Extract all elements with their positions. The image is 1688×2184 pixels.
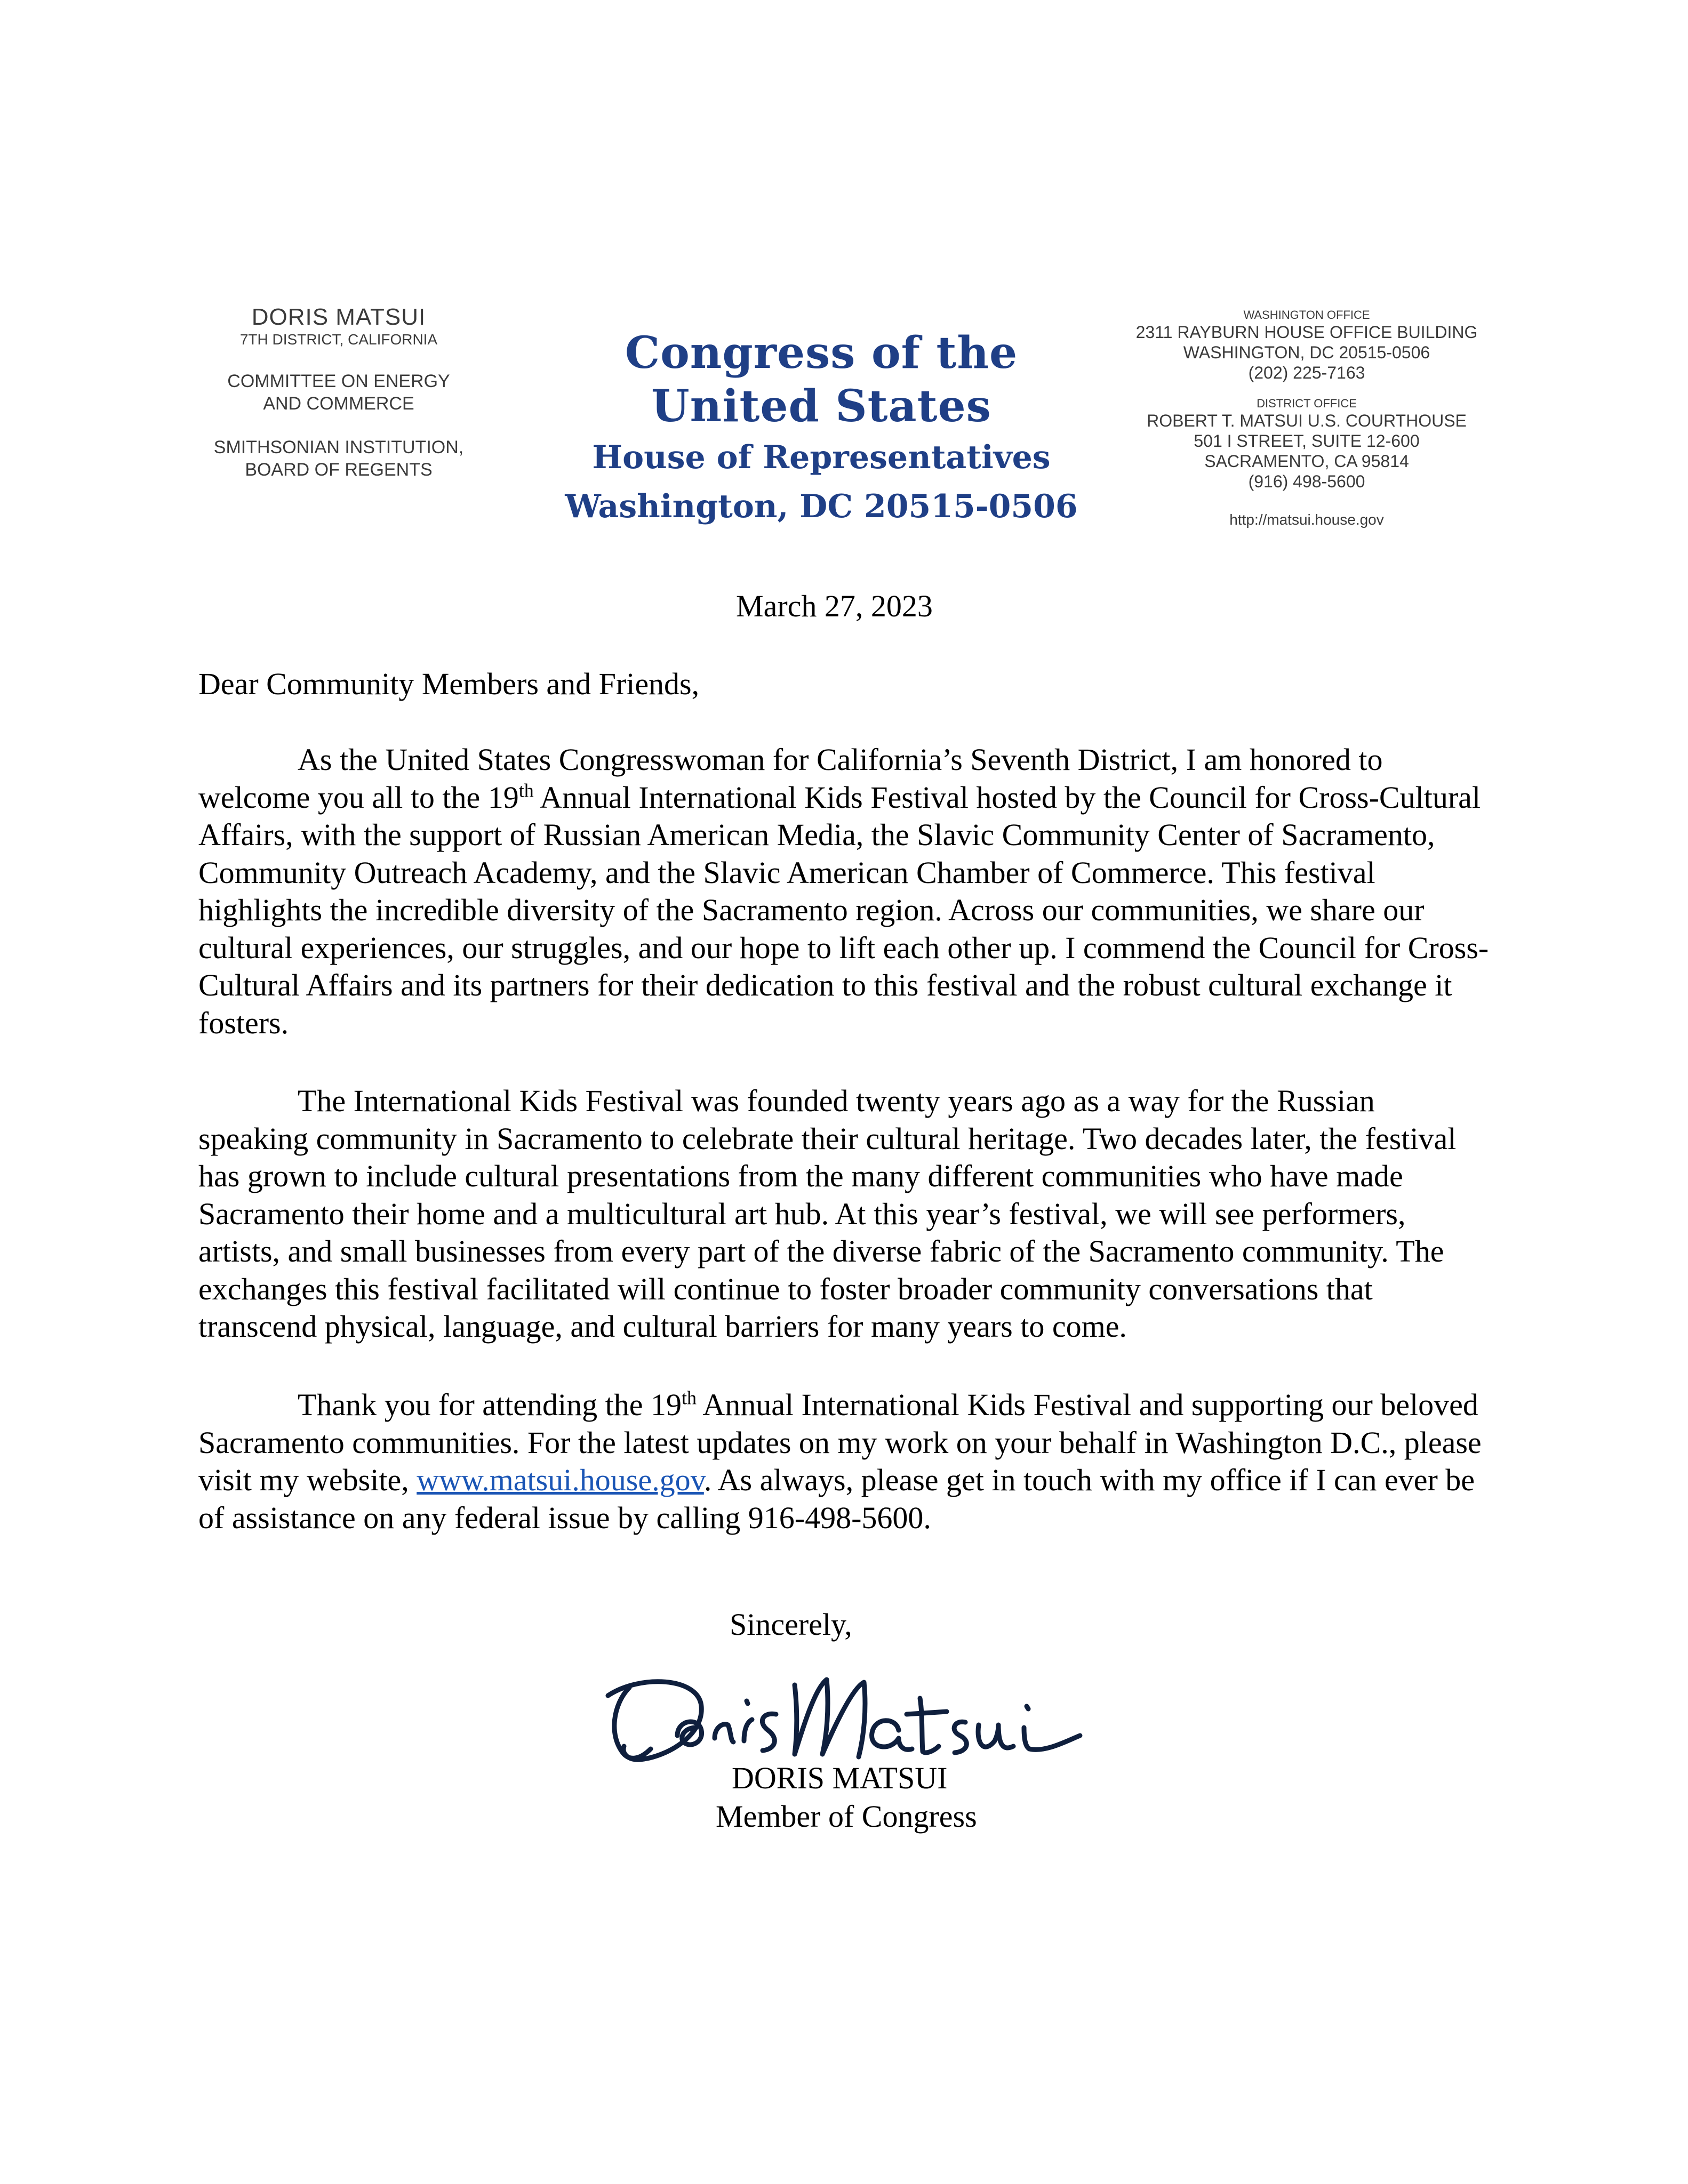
member-district: 7TH DISTRICT, CALIFORNIA xyxy=(239,331,438,348)
letterhead-offices xyxy=(1104,308,1509,529)
handwritten-signature xyxy=(592,1656,1088,1770)
closing: Sincerely, xyxy=(730,1607,852,1642)
committee-line-2: AND COMMERCE xyxy=(263,394,414,414)
ordinal-suffix: th xyxy=(518,780,534,801)
website-link[interactable]: www.matsui.house.gov xyxy=(417,1463,704,1497)
committee-line-1: COMMITTEE ON ENERGY xyxy=(227,371,450,391)
board-line-1: SMITHSONIAN INSTITUTION, xyxy=(213,437,464,457)
district-office-line-1: ROBERT T. MATSUI U.S. COURTHOUSE xyxy=(1147,411,1467,430)
district-office-line-2: 501 I STREET, SUITE 12-600 xyxy=(1194,431,1420,451)
district-office-line-3: SACRAMENTO, CA 95814 xyxy=(1204,452,1409,471)
paragraph-3 xyxy=(198,1386,1489,1537)
dc-office-label: WASHINGTON OFFICE xyxy=(1243,308,1370,322)
letterhead-website: http://matsui.house.gov xyxy=(1229,511,1384,528)
board-line-2: BOARD OF REGENTS xyxy=(245,460,433,480)
paragraph-2 xyxy=(198,1082,1489,1346)
ordinal-suffix: th xyxy=(682,1387,697,1409)
district-office-label: DISTRICT OFFICE xyxy=(1257,397,1357,410)
signer-name: DORIS MATSUI xyxy=(732,1761,948,1795)
paragraph-2-text: The International Kids Festival was founded twenty years ago as a way for the Russian speaking community in Sacramento to celebrate their cultural heritage. Two decades later, the festival has grown to include cultural presentations from the many different communities who have made Sacramento their home and a multicultural art hub. At this year’s festival, we will see performers, artists, and small businesses from every part of the diverse fabric of the Sacramento community. The exchanges this festival facilitated will continue to foster broader community conversations that transcend physical, language, and cultural barriers for many years to come. xyxy=(198,1083,1457,1344)
paragraph-1 xyxy=(198,741,1489,1042)
paragraph-1-start: As the United States Congresswoman for California’s Seventh District, I am honored to welcome you all to the 19 xyxy=(198,742,1383,815)
paragraph-3-end: . As always, please get in touch with my office if I can ever be of assistance on any federal issue by calling 916-498-5600. xyxy=(198,1463,1475,1535)
paragraph-3-middle: Annual International Kids Festival and supporting our beloved Sacramento communities. For the latest updates on my work on your behalf in Washington D.C., please visit my website, xyxy=(198,1387,1482,1497)
paragraph-1-rest: Annual International Kids Festival hosted by the Council for Cross-Cultural Affairs, with the support of Russian American Media, the Slavic Community Center of Sacramento, Community Outreach Academy, and the Slavic American Chamber of Commerce. This festival highlights the incredible diversity of the Sacramento region. Across our communities, we share our cultural experiences, our struggles, and our hope to lift each other up. I commend the Council for Cross-Cultural Affairs and its partners for their dedication to this festival and the robust cultural exchange it fosters. xyxy=(198,780,1489,1040)
dc-office-phone: (202) 225-7163 xyxy=(1248,363,1365,382)
letterhead-member-info xyxy=(187,304,491,481)
signer-title: Member of Congress xyxy=(716,1799,977,1834)
paragraph-3-start: Thank you for attending the 19 xyxy=(298,1387,682,1422)
washington-address: Washington, DC 20515-0506 xyxy=(565,488,1078,525)
house-title: House of Representatives xyxy=(592,439,1051,476)
member-name: DORIS MATSUI xyxy=(251,304,426,330)
dc-office-line-1: 2311 RAYBURN HOUSE OFFICE BUILDING xyxy=(1135,323,1478,342)
congress-title: Congress of the United States xyxy=(625,327,1018,432)
salutation: Dear Community Members and Friends, xyxy=(198,667,700,701)
letter-date: March 27, 2023 xyxy=(736,589,933,623)
district-office-phone: (916) 498-5600 xyxy=(1248,472,1365,491)
letterhead-congress-title xyxy=(533,326,1109,531)
dc-office-line-2: WASHINGTON, DC 20515-0506 xyxy=(1183,343,1430,362)
